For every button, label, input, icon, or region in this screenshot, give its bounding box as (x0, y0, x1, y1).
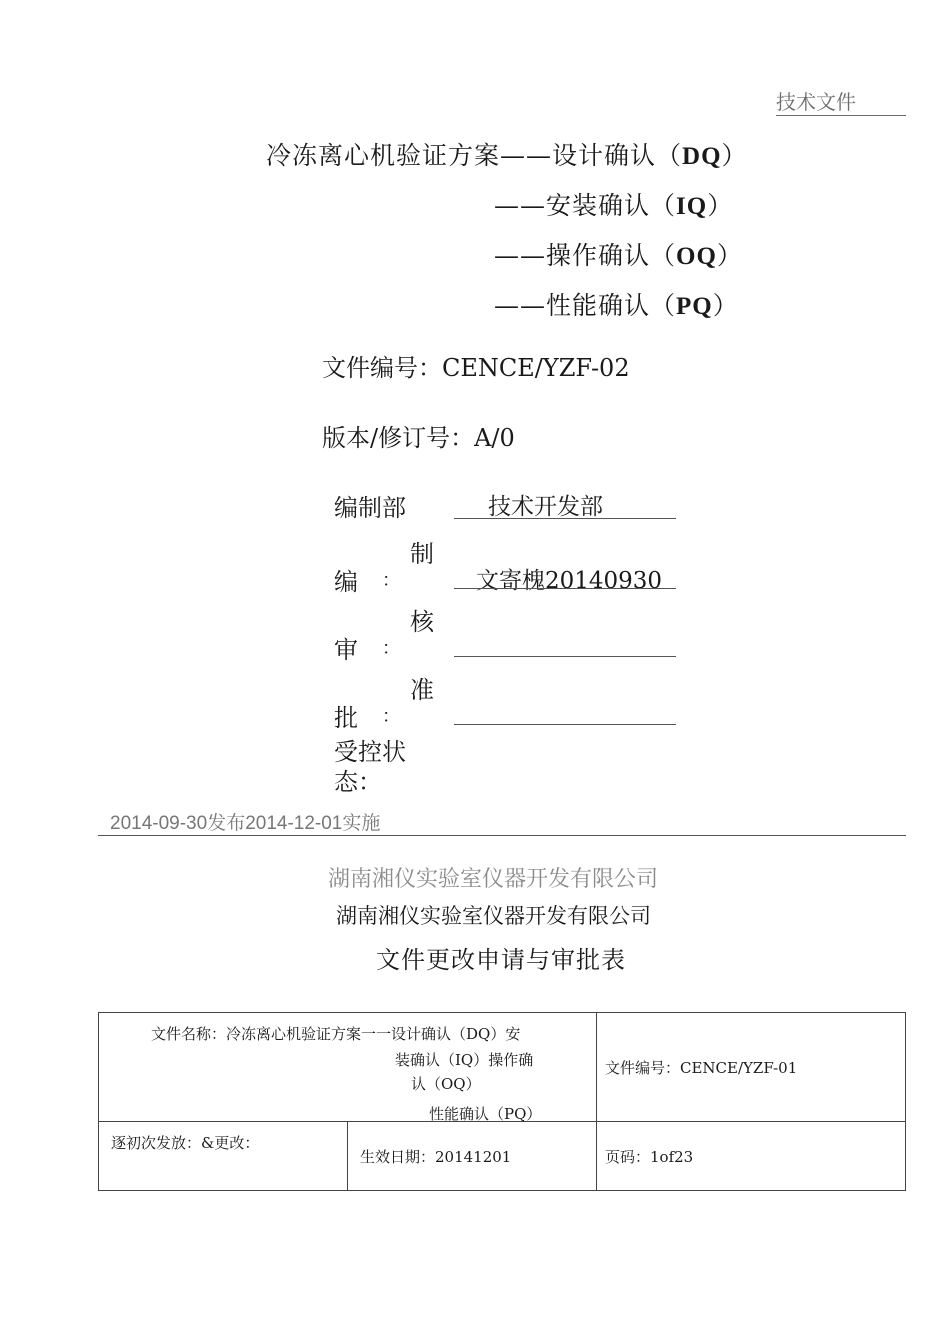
change-approval-table (98, 1012, 906, 1191)
document-name-cell (99, 1013, 597, 1122)
status-label-bottom: 态： (334, 768, 382, 796)
compile-underline (454, 588, 676, 589)
page-number: 页码：1of23 (605, 1147, 694, 1166)
effective-date: 生效日期：20141201 (360, 1147, 512, 1166)
compile-label-top: 制 (410, 540, 434, 568)
title-line-oq-suffix: ） (716, 241, 743, 270)
review-label-bottom: 审 (334, 636, 358, 664)
title-code-dq: DQ (682, 143, 722, 170)
effective-date-cell (348, 1122, 597, 1191)
status-label-top: 受控状 (334, 738, 406, 766)
title-line-pq-suffix: ） (712, 291, 739, 320)
title-line-iq (494, 186, 733, 222)
title-line-oq-prefix: ——操作确认（ (494, 241, 677, 270)
title-line-dq-prefix: 冷冻离心机验证方案——设计确认（ (266, 141, 683, 170)
review-colon: ： (382, 638, 400, 659)
title-code-pq: PQ (676, 293, 713, 320)
title-line-pq (494, 286, 739, 322)
title-line-oq (494, 236, 743, 272)
table-row (99, 1122, 906, 1191)
approve-label-top: 准 (410, 676, 434, 704)
issue-type: 逐初次发放：&更改： (111, 1134, 260, 1152)
document-number: 文件编号：CENCE/YZF-02 (322, 354, 630, 382)
approve-label-bottom: 批 (334, 704, 358, 732)
company-name: 湖南湘仪实验室仪器开发有限公司 (336, 904, 651, 928)
document-name-line: 文件名称：冷冻离心机验证方案一一设计确认（DQ）安 (151, 1025, 521, 1043)
document-number-cell (597, 1013, 906, 1122)
compile-colon: ： (382, 570, 400, 591)
compile-value: 文寄槐20140930 (476, 568, 663, 594)
dept-value: 技术开发部 (488, 494, 603, 520)
form-title: 文件更改申请与审批表 (376, 946, 626, 974)
title-line-dq-suffix: ） (721, 141, 748, 170)
page-number-cell (597, 1122, 906, 1191)
document-name-line: 性能确认（PQ） (429, 1105, 542, 1123)
document-type-tag: 技术文件 (776, 86, 906, 116)
compile-label-bottom: 编 (334, 568, 358, 596)
release-dates: 2014-09-30发布2014-12-01实施 (110, 813, 381, 834)
document-name-line: 认（OQ） (411, 1075, 481, 1093)
title-code-iq: IQ (676, 193, 708, 220)
title-line-dq (266, 136, 748, 172)
table-row (99, 1013, 906, 1122)
version-number: 版本/修订号：A/0 (322, 424, 515, 452)
section-divider (98, 835, 906, 836)
company-name-header: 湖南湘仪实验室仪器开发有限公司 (328, 867, 659, 892)
title-line-pq-prefix: ——性能确认（ (494, 291, 677, 320)
dept-label: 编制部 (334, 494, 406, 522)
approve-colon: ： (382, 706, 400, 727)
document-name-line: 装确认（IQ）操作确 (395, 1051, 534, 1069)
review-label-top: 核 (410, 608, 434, 636)
title-line-iq-prefix: ——安装确认（ (494, 191, 677, 220)
approve-underline (454, 724, 676, 725)
review-underline (454, 656, 676, 657)
table-document-number: 文件编号：CENCE/YZF-01 (605, 1058, 798, 1077)
title-code-oq: OQ (676, 243, 717, 270)
title-line-iq-suffix: ） (707, 191, 734, 220)
dept-underline (454, 518, 676, 519)
issue-cell (99, 1122, 348, 1191)
